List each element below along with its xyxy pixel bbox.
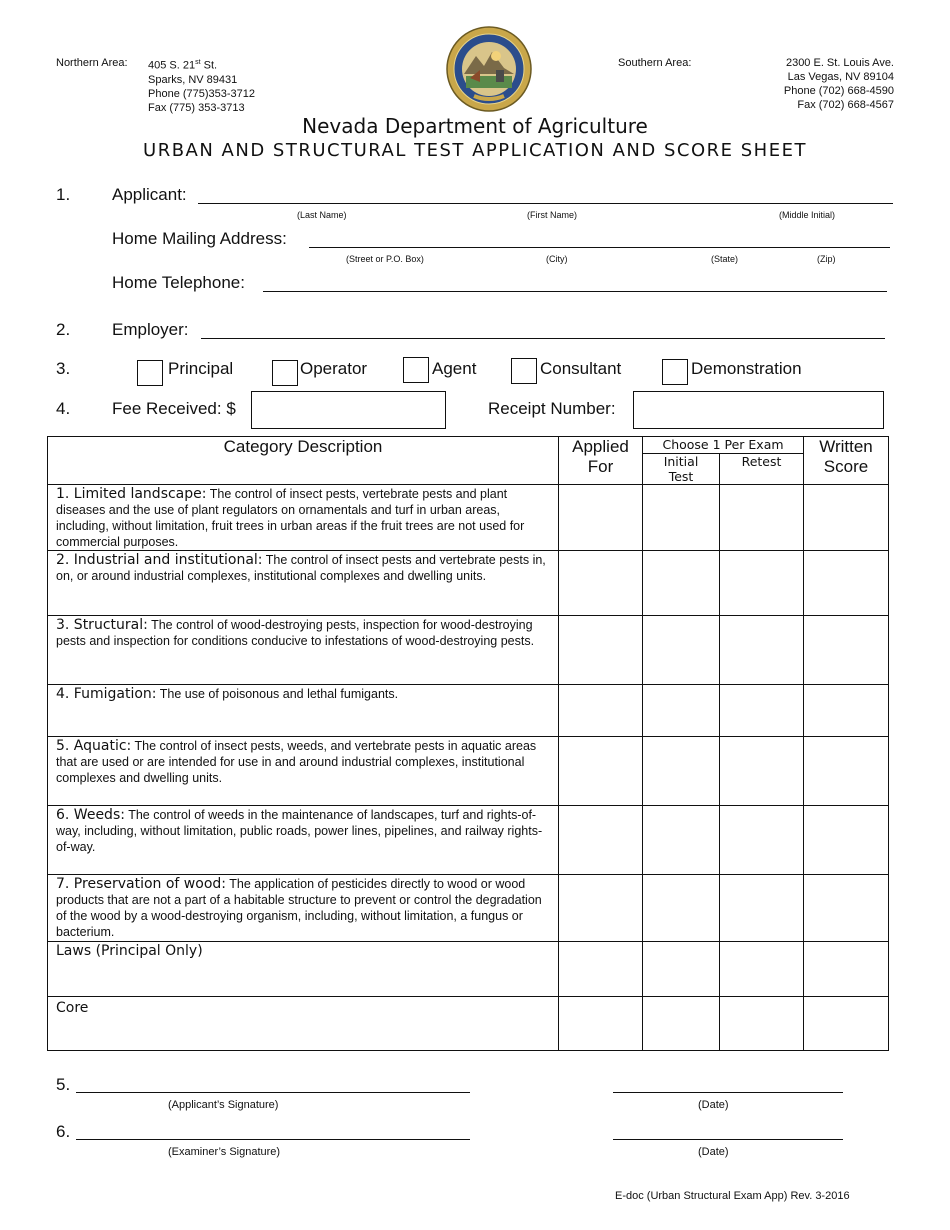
written-score-cell[interactable]: [804, 551, 889, 616]
operator-label: Operator: [300, 359, 368, 378]
score-table: [47, 436, 889, 1051]
applicant-label: Applicant:: [112, 185, 187, 204]
applied-for-cell[interactable]: [559, 875, 643, 942]
written-score-cell[interactable]: [804, 616, 889, 685]
retest-cell[interactable]: [720, 942, 804, 997]
table-row: [48, 737, 889, 806]
examiner-date-field[interactable]: [613, 1139, 843, 1140]
category-name: 2. Industrial and institutional:: [56, 552, 263, 568]
examiner-signature-field[interactable]: [76, 1139, 470, 1140]
written-score-header: Written Score: [804, 437, 889, 485]
northern-phone: Phone (775)353-3712: [148, 87, 256, 100]
applied-for-cell[interactable]: [559, 685, 643, 737]
northern-street: 405 S. 21st St.: [148, 59, 218, 72]
table-row: [48, 997, 889, 1051]
category-cell: [48, 616, 559, 685]
home-telephone-label: Home Telephone:: [112, 273, 245, 292]
applied-for-cell[interactable]: [559, 485, 643, 551]
southern-city: Las Vegas, NV 89104: [787, 71, 894, 83]
category-cell: [48, 485, 559, 551]
street-caption: (Street or P.O. Box): [346, 254, 424, 264]
category-desc: The control of wood-destroying pests, inspection for wood-destroying pests and inspection for conditions conducive to infestations of wood-destroying pests.: [56, 618, 535, 648]
table-row: [48, 616, 889, 685]
written-score-cell[interactable]: [804, 737, 889, 806]
southern-area-label: Southern Area:: [618, 57, 692, 69]
southern-address: [784, 56, 894, 112]
item-number-6: 6.: [56, 1122, 71, 1141]
applicant-date-field[interactable]: [613, 1092, 843, 1093]
principal-checkbox[interactable]: [137, 360, 163, 386]
table-header-row: [48, 437, 889, 454]
retest-cell[interactable]: [720, 685, 804, 737]
applied-for-cell[interactable]: [559, 942, 643, 997]
item-number-1: 1.: [56, 185, 71, 204]
initial-test-cell[interactable]: [643, 737, 720, 806]
written-score-cell[interactable]: [804, 485, 889, 551]
written-score-cell[interactable]: [804, 685, 889, 737]
initial-test-cell[interactable]: [643, 551, 720, 616]
applicant-signature-field[interactable]: [76, 1092, 470, 1093]
initial-test-cell[interactable]: [643, 942, 720, 997]
operator-checkbox[interactable]: [272, 360, 298, 386]
category-cell: [48, 551, 559, 616]
initial-test-cell[interactable]: [643, 685, 720, 737]
receipt-number-input[interactable]: [633, 391, 884, 429]
applied-for-cell[interactable]: [559, 616, 643, 685]
applied-for-cell[interactable]: [559, 997, 643, 1051]
category-desc: The control of weeds in the maintenance of landscapes, turf and rights-of-way, including, without limitation, public roads, power lines, pipelines, and railway rights-of-way.: [56, 808, 543, 854]
form-title: URBAN AND STRUCTURAL TEST APPLICATION AND SCORE SHEET: [143, 140, 807, 161]
retest-cell[interactable]: [720, 997, 804, 1051]
written-score-cell[interactable]: [804, 942, 889, 997]
category-name: 4. Fumigation:: [56, 686, 157, 702]
item-number-5: 5.: [56, 1075, 71, 1094]
revision-footer: E-doc (Urban Structural Exam App) Rev. 3-2016: [615, 1190, 850, 1202]
table-row: [48, 551, 889, 616]
retest-cell[interactable]: [720, 551, 804, 616]
examiner-date-caption: (Date): [698, 1146, 729, 1158]
written-score-cell[interactable]: [804, 806, 889, 875]
northern-address: [148, 56, 255, 115]
home-address-label: Home Mailing Address:: [112, 229, 287, 248]
nevada-state-seal: [446, 26, 532, 112]
category-cell: [48, 806, 559, 875]
applicant-name-field[interactable]: [198, 203, 893, 204]
applied-for-cell[interactable]: [559, 737, 643, 806]
northern-area-label: Northern Area:: [56, 57, 128, 69]
northern-fax: Fax (775) 353-3713: [148, 101, 245, 114]
category-desc: The use of poisonous and lethal fumigants.: [156, 687, 399, 701]
category-name: 5. Aquatic:: [56, 738, 132, 754]
initial-test-header: Initial Test: [643, 454, 720, 485]
home-telephone-field[interactable]: [263, 291, 887, 292]
category-desc: The control of insect pests, weeds, and vertebrate pests in aquatic areas that are used or are intended for use in and around industrial complexes, institutional complexes and dwelling units.: [56, 739, 537, 785]
category-cell: [48, 942, 559, 997]
southern-fax: Fax (702) 668-4567: [797, 99, 894, 111]
first-name-caption: (First Name): [527, 210, 577, 220]
northern-city: Sparks, NV 89431: [148, 73, 238, 86]
retest-header: Retest: [720, 454, 804, 485]
fee-received-label: Fee Received: $: [112, 399, 236, 418]
southern-phone: Phone (702) 668-4590: [783, 85, 894, 97]
receipt-number-label: Receipt Number:: [488, 399, 616, 418]
employer-label: Employer:: [112, 320, 189, 339]
retest-cell[interactable]: [720, 485, 804, 551]
fee-received-input[interactable]: [251, 391, 446, 429]
applicant-date-caption: (Date): [698, 1099, 729, 1111]
zip-caption: (Zip): [817, 254, 836, 264]
consultant-label: Consultant: [540, 359, 622, 378]
employer-field[interactable]: [201, 338, 885, 339]
demonstration-label: Demonstration: [691, 359, 802, 378]
consultant-checkbox[interactable]: [511, 358, 537, 384]
applied-for-cell[interactable]: [559, 551, 643, 616]
examiner-signature-caption: (Examiner’s Signature): [168, 1146, 281, 1158]
category-name: 3. Structural:: [56, 617, 148, 633]
initial-test-cell[interactable]: [643, 997, 720, 1051]
table-row: [48, 942, 889, 997]
category-name: Core: [56, 1000, 89, 1016]
table-row: [48, 875, 889, 942]
applied-for-header: Applied For: [559, 437, 643, 485]
initial-test-cell[interactable]: [643, 875, 720, 942]
city-caption: (City): [546, 254, 568, 264]
category-desc: The control of insect pests, vertebrate pests and plant diseases and the use of plant regulators on ornamentals and turf in urban areas, including, without limitation, fruit trees in urban areas if the fruit trees are not used for commercial purposes.: [56, 487, 525, 549]
southern-street: 2300 E. St. Louis Ave.: [785, 57, 894, 69]
initial-test-cell[interactable]: [643, 485, 720, 551]
category-cell: [48, 997, 559, 1051]
agent-checkbox[interactable]: [403, 357, 429, 383]
retest-cell[interactable]: [720, 616, 804, 685]
table-row: [48, 485, 889, 551]
choose-one-header: Choose 1 Per Exam: [643, 437, 804, 454]
retest-cell[interactable]: [720, 875, 804, 942]
home-address-field[interactable]: [309, 247, 890, 248]
department-title: Nevada Department of Agriculture: [302, 114, 648, 138]
item-number-2: 2.: [56, 320, 71, 339]
category-cell: [48, 685, 559, 737]
middle-initial-caption: (Middle Initial): [779, 210, 836, 220]
state-caption: (State): [711, 254, 739, 264]
category-desc: The control of insect pests and vertebrate pests in, on, or around industrial complexes, institutional complexes and dwelling units.: [56, 553, 546, 583]
category-name: Laws (Principal Only): [56, 943, 203, 959]
category-name: 6. Weeds:: [56, 807, 125, 823]
applicant-signature-caption: (Applicant’s Signature): [168, 1099, 279, 1111]
applied-for-cell[interactable]: [559, 806, 643, 875]
initial-test-cell[interactable]: [643, 616, 720, 685]
category-name: 7. Preservation of wood:: [56, 876, 226, 892]
table-row: [48, 806, 889, 875]
table-row: [48, 685, 889, 737]
category-cell: [48, 875, 559, 942]
category-name: 1. Limited landscape:: [56, 486, 207, 502]
category-cell: [48, 737, 559, 806]
retest-cell[interactable]: [720, 806, 804, 875]
written-score-cell[interactable]: [804, 875, 889, 942]
demonstration-checkbox[interactable]: [662, 359, 688, 385]
initial-test-cell[interactable]: [643, 806, 720, 875]
category-desc: The application of pesticides directly to wood or wood products that are not a part of a habitable structure to prevent or control the degradation of the wood by a wood-destroying organism, including, without limitation, a fungus or bacterium.: [56, 877, 542, 939]
category-description-header: Category Description: [48, 437, 559, 485]
principal-label: Principal: [168, 359, 234, 378]
last-name-caption: (Last Name): [297, 210, 347, 220]
retest-cell[interactable]: [720, 737, 804, 806]
item-number-3: 3.: [56, 359, 71, 378]
item-number-4: 4.: [56, 399, 71, 418]
written-score-cell[interactable]: [804, 997, 889, 1051]
agent-label: Agent: [432, 359, 477, 378]
